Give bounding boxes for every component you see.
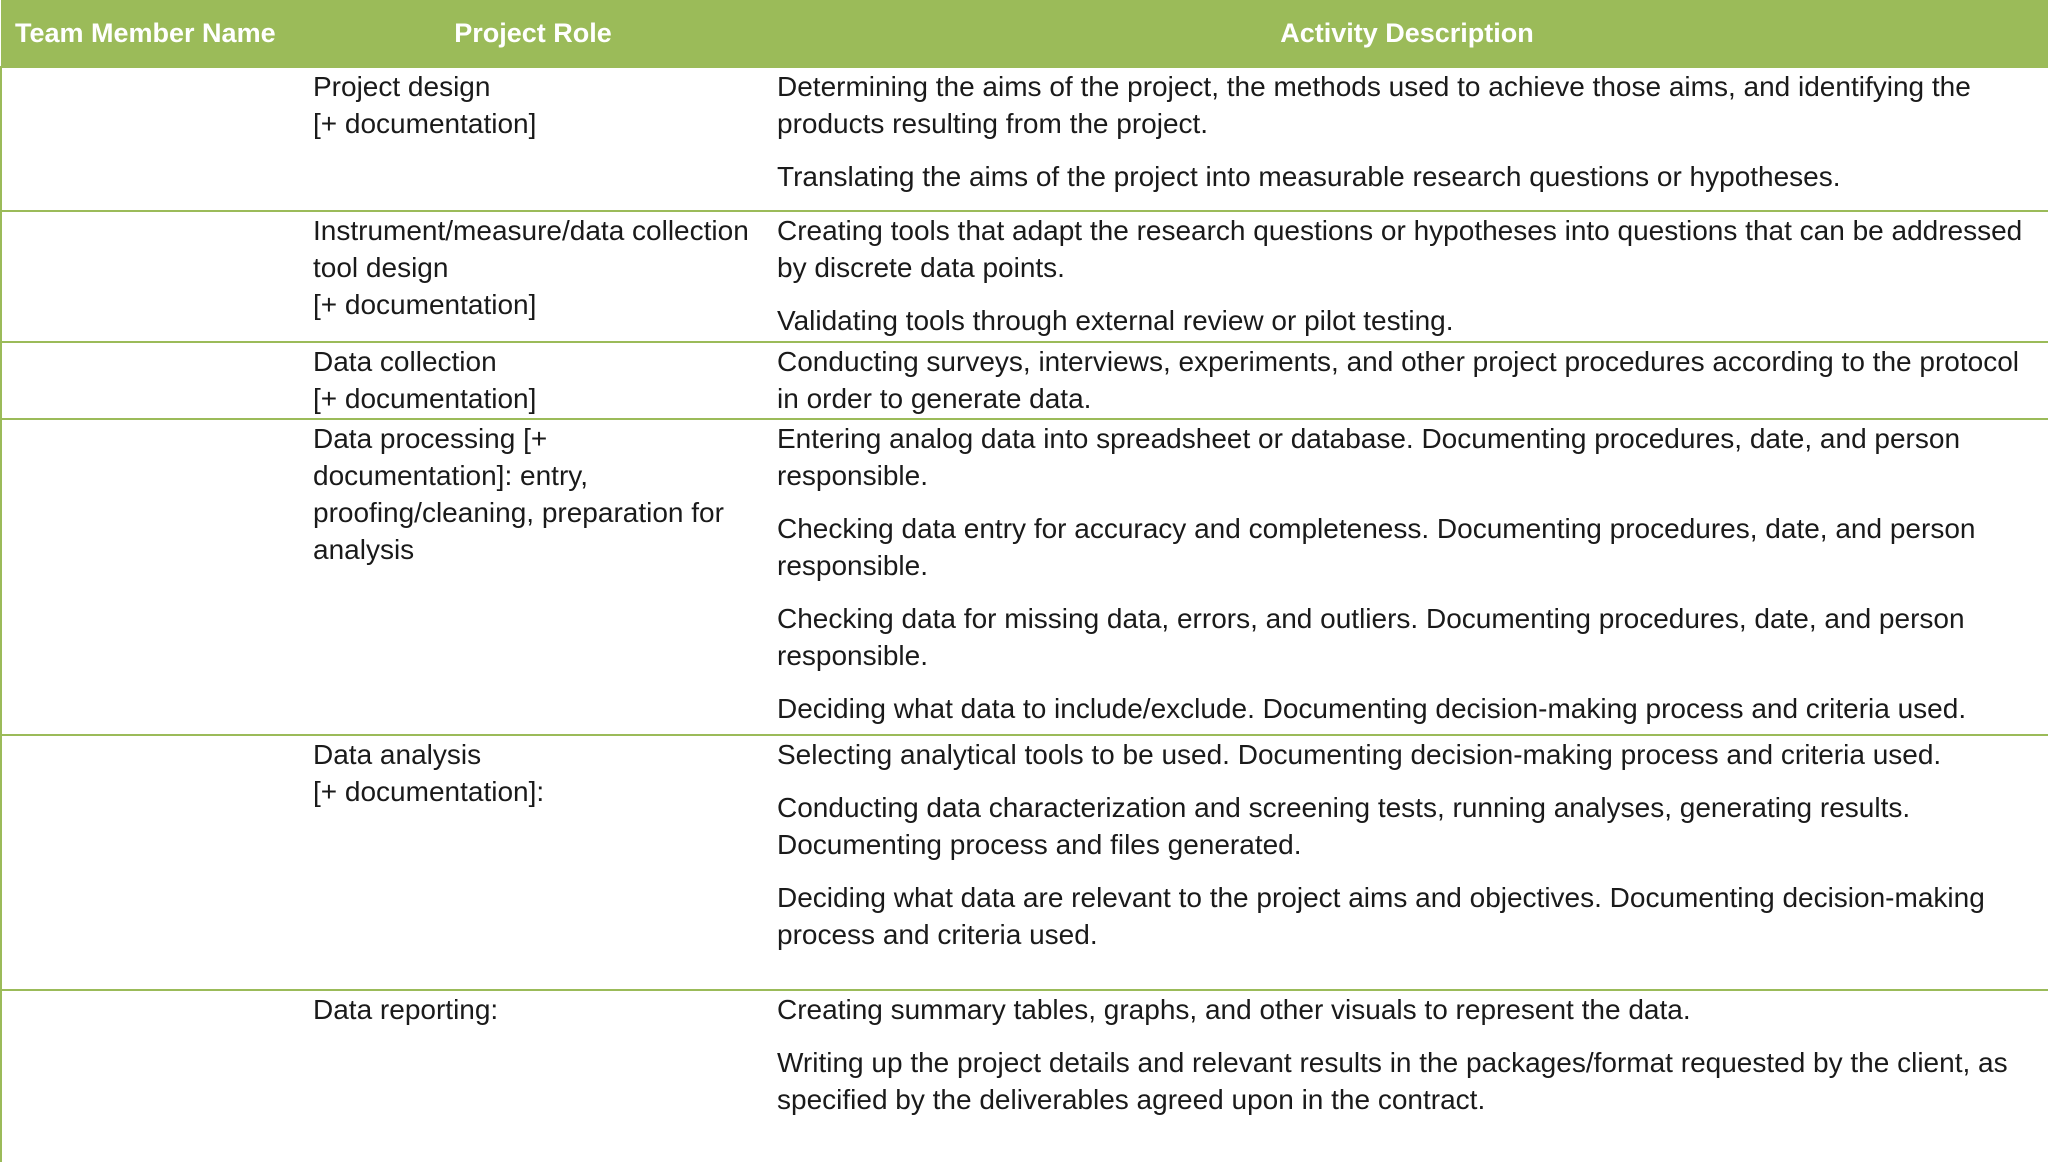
project-role-text: Data processing [+ documentation]: entry, proofing/cleaning, preparation for analysis <box>313 423 724 565</box>
project-role-text: [+ documentation]: <box>313 776 545 807</box>
activity-description-cell <box>765 211 2048 342</box>
activity-description-text: Translating the aims of the project into measurable research questions or hypotheses. <box>777 161 1841 192</box>
project-role-text: Instrument/measure/data collection tool design <box>313 215 749 283</box>
project-role-text: Data collection <box>313 346 497 377</box>
table-row <box>1 735 2048 990</box>
activity-description-text: Selecting analytical tools to be used. Documenting decision-making process and criteria used. <box>777 739 1942 770</box>
project-role-text: Data analysis <box>313 739 482 770</box>
project-role-cell <box>301 67 765 211</box>
project-role-cell <box>301 735 765 990</box>
activity-description-text: Conducting data characterization and screening tests, running analyses, generating results. Documenting process and files generated. <box>777 792 1911 860</box>
table-row <box>1 419 2048 735</box>
header-project-role: Project Role <box>301 0 765 67</box>
activity-description-text: Determining the aims of the project, the methods used to achieve those aims, and identifying the products resulting from the project. <box>777 71 1971 139</box>
project-role-cell <box>301 419 765 735</box>
team-member-name-cell[interactable] <box>1 419 301 735</box>
project-role-cell <box>301 211 765 342</box>
project-role-cell <box>301 990 765 1162</box>
team-member-name-cell[interactable] <box>1 735 301 990</box>
project-role-text: [+ documentation] <box>313 289 537 320</box>
activity-description-cell <box>765 735 2048 990</box>
header-row <box>1 0 2048 67</box>
team-member-name-cell[interactable] <box>1 67 301 211</box>
activity-description-text: Validating tools through external review or pilot testing. <box>777 305 1454 336</box>
project-role-text: [+ documentation] <box>313 108 537 139</box>
activity-description-text: Conducting surveys, interviews, experiments, and other project procedures according to the protocol in order to generate data. <box>777 346 2019 414</box>
activity-description-text: Checking data entry for accuracy and completeness. Documenting procedures, date, and person responsible. <box>777 513 1976 581</box>
team-member-name-cell[interactable] <box>1 990 301 1162</box>
table-row <box>1 342 2048 419</box>
activity-description-text: Deciding what data to include/exclude. Documenting decision-making process and criteria used. <box>777 693 1967 724</box>
team-member-name-cell[interactable] <box>1 211 301 342</box>
activity-description-text: Deciding what data are relevant to the project aims and objectives. Documenting decision-making process and criteria used. <box>777 882 1985 950</box>
table-row <box>1 67 2048 211</box>
activity-description-text: Entering analog data into spreadsheet or database. Documenting procedures, date, and person responsible. <box>777 423 1961 491</box>
header-team-member-name: Team Member Name <box>1 0 301 67</box>
activity-description-text: Checking data for missing data, errors, and outliers. Documenting procedures, date, and person responsible. <box>777 603 1965 671</box>
project-role-text: Project design <box>313 71 491 102</box>
project-role-text: Data reporting: <box>313 994 499 1025</box>
table-row <box>1 211 2048 342</box>
activity-description-cell <box>765 67 2048 211</box>
activity-description-cell <box>765 419 2048 735</box>
project-role-cell <box>301 342 765 419</box>
activity-description-text: Creating summary tables, graphs, and other visuals to represent the data. <box>777 994 1691 1025</box>
project-role-text: [+ documentation] <box>313 383 537 414</box>
activity-description-cell <box>765 990 2048 1162</box>
table-row <box>1 990 2048 1162</box>
activity-description-text: Creating tools that adapt the research questions or hypotheses into questions that can be addressed by discrete data points. <box>777 215 2023 283</box>
activity-description-text: Writing up the project details and relevant results in the packages/format requested by the client, as specified by the deliverables agreed upon in the contract. <box>777 1047 2008 1115</box>
header-activity-description: Activity Description <box>765 0 2048 67</box>
team-member-name-cell[interactable] <box>1 342 301 419</box>
table-body <box>1 67 2048 1162</box>
activity-description-cell <box>765 342 2048 419</box>
